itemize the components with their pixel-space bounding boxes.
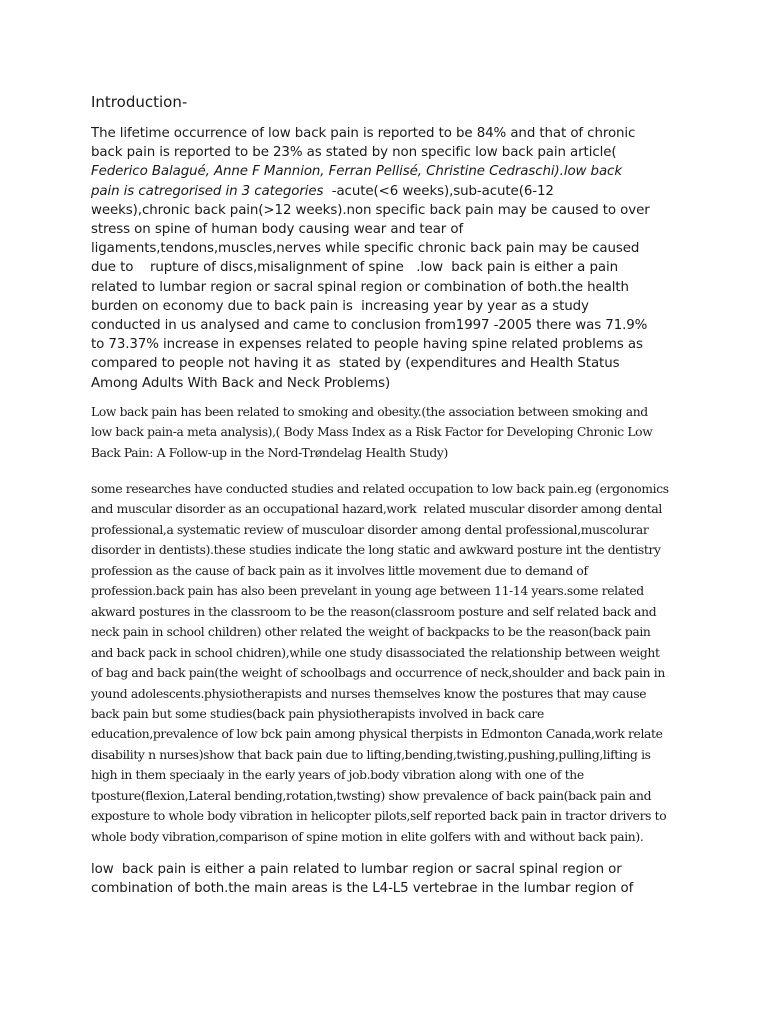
text-line: disorder in dentists).these studies indicate the long static and awkward posture int the dentistry (91, 543, 661, 558)
text-line: Back Pain: A Follow-up in the Nord-Trøndelag Health Study) (91, 445, 448, 460)
text-line (91, 162, 671, 181)
italic-citation: Federico Balagué, Anne F Mannion, Ferran Pellisé, Christine Cedraschi).low back (91, 164, 622, 180)
text-line: weeks),chronic back pain(>12 weeks).non specific back pain may be caused to over (91, 202, 650, 218)
text-line: tposture(flexion,Lateral bending,rotation,twsting) show prevalence of back pain(back pain and (91, 788, 652, 803)
text-line: exposture to whole body vibration in helicopter pilots,self reported back pain in tractor drivers to (91, 809, 667, 824)
text-line: education,prevalence of low bck pain among physical therpists in Edmonton Canada,work relate (91, 727, 663, 742)
text-run: -acute(<6 weeks),sub-acute(6-12 (323, 183, 554, 199)
text-line: whole body vibration,comparison of spine motion in elite golfers with and without back pain). (91, 829, 644, 844)
text-line (91, 182, 671, 201)
text-line: related to lumbar region or sacral spinal region or combination of both.the health (91, 279, 629, 295)
paragraph-4 (91, 860, 671, 898)
text-line: and back pack in school chidren),while one study disassociated the relationship between weight (91, 645, 660, 660)
text-line: profession as the cause of back pain as it involves little movement due to demand of (91, 563, 588, 578)
text-line: high in them speciaaly in the early years of job.body vibration along with one of the (91, 768, 584, 783)
text-line: combination of both.the main areas is the L4-L5 vertebrae in the lumbar region of (91, 881, 634, 897)
text-line: profession.back pain has also been prevelant in young age between 11-14 years.some related (91, 584, 644, 599)
text-line: due to rupture of discs,misalignment of spine .low back pain is either a pain (91, 260, 618, 276)
section-heading: Introduction- (91, 93, 188, 111)
paragraph-3 (91, 479, 671, 847)
text-line: back pain but some studies(back pain physiotherapists involved in back care (91, 706, 544, 721)
text-line: neck pain in school children) other related the weight of backpacks to be the reason(back pain (91, 625, 651, 640)
text-line: professional,a systematic review of musculoar disorder among dental professional,muscolurar (91, 522, 649, 537)
paragraph-1 (91, 124, 671, 393)
italic-citation: pain is catregorised in 3 categories (91, 183, 324, 199)
text-line: and muscular disorder as an occupational hazard,work related muscular disorder among dental (91, 502, 662, 517)
text-line: Low back pain has been related to smoking and obesity.(the association between smoking and (91, 405, 648, 419)
text-line: some researches have conducted studies and related occupation to low back pain.eg (ergonomics (91, 482, 669, 496)
text-line: of bag and back pain(the weight of schoolbags and occurrence of neck,shoulder and back pain in (91, 666, 665, 681)
text-line: yound adolescents.physiotherapists and nurses themselves know the postures that may cause (91, 686, 647, 701)
text-line: low back pain is either a pain related to lumbar region or sacral spinal region or (91, 862, 622, 877)
paragraph-2 (91, 402, 671, 463)
text-line: low back pain-a meta analysis),( Body Mass Index as a Risk Factor for Developing Chronic Low (91, 425, 653, 440)
text-line: stress on spine of human body causing wear and tear of (91, 222, 464, 238)
text-line: akward postures in the classroom to be the reason(classroom posture and self related back and (91, 604, 657, 619)
text-line: to 73.37% increase in expenses related to people having spine related problems as (91, 337, 643, 353)
text-line: disability n nurses)show that back pain due to lifting,bending,twisting,pushing,pulling,lifting is (91, 747, 651, 762)
text-line: Among Adults With Back and Neck Problems) (91, 375, 391, 391)
text-line: burden on economy due to back pain is increasing year by year as a study (91, 298, 589, 314)
text-line: back pain is reported to be 23% as stated by non specific low back pain article( (91, 145, 617, 161)
text-line: ligaments,tendons,muscles,nerves while specific chronic back pain may be caused (91, 241, 640, 257)
text-line: compared to people not having it as stated by (expenditures and Health Status (91, 356, 620, 372)
text-line: The lifetime occurrence of low back pain is reported to be 84% and that of chronic (91, 126, 636, 141)
text-line: conducted in us analysed and came to conclusion from1997 -2005 there was 71.9% (91, 318, 648, 334)
